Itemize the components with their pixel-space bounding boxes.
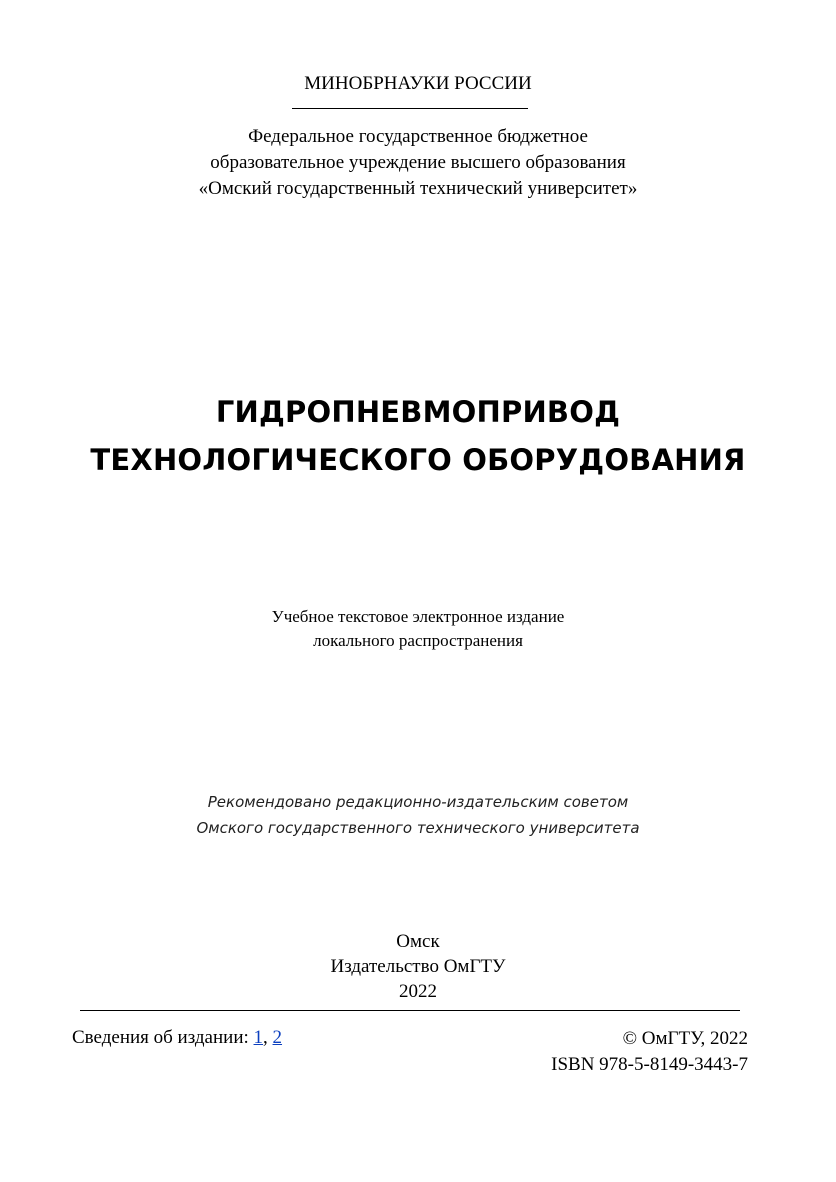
edition-type xyxy=(0,605,836,653)
imprint-block xyxy=(0,929,836,1004)
imprint-city: Омск xyxy=(396,931,440,952)
ministry-name: МИНОБРНАУКИ РОССИИ xyxy=(304,73,532,94)
recommendation-line-1: Рекомендовано редакционно-издательским советом xyxy=(207,793,629,811)
document-title xyxy=(0,388,836,484)
edition-info-separator: , xyxy=(263,1027,273,1048)
edition-line-1: Учебное текстовое электронное издание xyxy=(271,607,565,626)
institution-line-3: «Омский государственный технический университет» xyxy=(198,178,638,199)
title-line-2: ТЕХНОЛОГИЧЕСКОГО ОБОРУДОВАНИЯ xyxy=(90,443,746,477)
title-line-1: ГИДРОПНЕВМОПРИВОД xyxy=(215,395,621,429)
institution-line-1: Федеральное государственное бюджетное xyxy=(248,126,588,147)
institution-block xyxy=(0,124,836,202)
edition-line-2: локального распространения xyxy=(313,631,523,650)
recommendation-line-2: Омского государственного технического университета xyxy=(196,819,640,837)
recommendation-note xyxy=(0,789,836,841)
edition-info-label: Сведения об издании: xyxy=(72,1027,254,1048)
isbn-number: ISBN 978-5-8149-3443-7 xyxy=(551,1054,748,1075)
publication-ids xyxy=(551,1026,748,1078)
edition-info-link-1[interactable]: 1 xyxy=(253,1027,264,1048)
imprint-year: 2022 xyxy=(399,981,437,1002)
footer-divider xyxy=(80,1010,740,1011)
copyright-notice: © ОмГТУ, 2022 xyxy=(622,1028,748,1049)
edition-info xyxy=(72,1026,282,1050)
edition-info-link-2[interactable]: 2 xyxy=(272,1027,283,1048)
institution-line-2: образовательное учреждение высшего образования xyxy=(210,152,626,173)
ministry-divider xyxy=(292,108,528,109)
imprint-publisher: Издательство ОмГТУ xyxy=(330,956,506,977)
